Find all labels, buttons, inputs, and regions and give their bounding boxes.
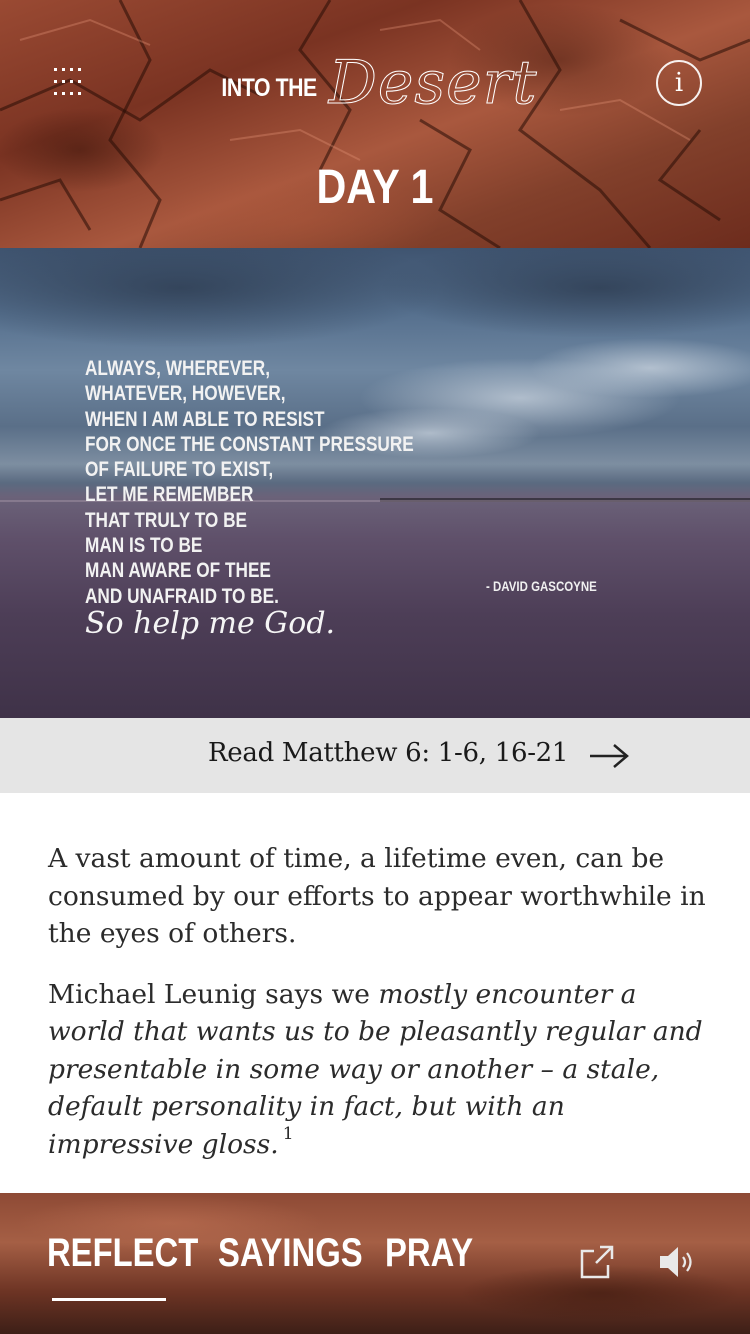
paragraph <box>48 976 718 1164</box>
arrow-right-icon <box>588 742 630 770</box>
poem-line: AND UNAFRAID TO BE. <box>85 584 279 608</box>
tab-pray[interactable]: PRAY <box>385 1231 474 1275</box>
info-button[interactable] <box>656 60 702 106</box>
tab-sayings[interactable]: SAYINGS <box>218 1231 363 1275</box>
tab-reflect[interactable]: REFLECT <box>47 1231 199 1275</box>
poem-line: LET ME REMEMBER <box>85 483 254 507</box>
reflection-text <box>48 840 718 1186</box>
poem-line: THAT TRULY TO BE <box>85 508 248 532</box>
footnote-marker[interactable]: 1 <box>282 1123 294 1144</box>
hero-quote-image <box>0 248 750 718</box>
day-title: DAY 1 <box>316 161 434 214</box>
poem-line: MAN AWARE OF THEE <box>85 559 271 583</box>
paragraph-lead: Michael Leunig says we <box>48 978 379 1010</box>
poem-closing-line: So help me God. <box>85 606 336 641</box>
poem-line: OF FAILURE TO EXIST, <box>85 458 274 482</box>
poem-line: WHEN I AM ABLE TO RESIST <box>85 407 325 431</box>
poem-author: - DAVID GASCOYNE <box>486 578 597 594</box>
active-tab-indicator <box>52 1298 166 1301</box>
bottom-tab-bar <box>0 1193 750 1334</box>
scripture-reading-label: Read Matthew 6: 1-6, 16-21 <box>208 738 569 768</box>
poem-text <box>85 356 414 609</box>
share-icon[interactable] <box>578 1243 616 1281</box>
poem-line: FOR ONCE THE CONSTANT PRESSURE <box>85 432 414 456</box>
paragraph: A vast amount of time, a lifetime even, can be consumed by our efforts to appear worthwhile in the eyes of others. <box>48 843 706 949</box>
logo-script-text: Desert <box>328 48 538 118</box>
poem-line: MAN IS TO BE <box>85 534 203 558</box>
quote-text: mostly encounter a world that wants us to be pleasantly regular and presentable in some way or another – a stale, default personality in fact, but with an impressive gloss. <box>48 978 703 1160</box>
info-icon: i <box>674 68 684 98</box>
poem-line: WHATEVER, HOWEVER, <box>85 382 286 406</box>
scripture-reading-link[interactable] <box>0 718 750 793</box>
app-logo <box>0 48 750 118</box>
header <box>0 0 750 248</box>
logo-small-text: INTO THE <box>220 73 317 102</box>
speaker-icon[interactable] <box>656 1243 698 1281</box>
poem-line: ALWAYS, WHEREVER, <box>85 357 270 380</box>
